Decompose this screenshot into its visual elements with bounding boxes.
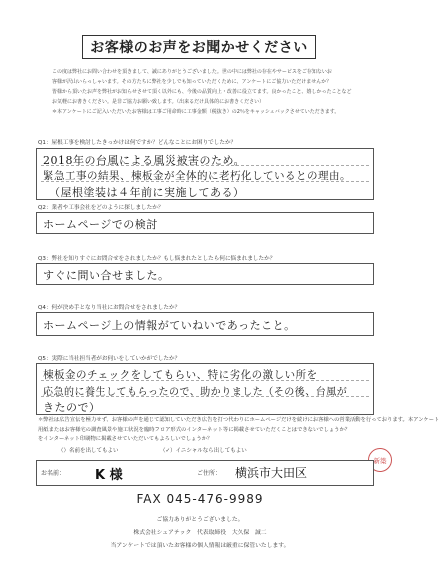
fax-number: FAX 045-476-9989 — [136, 492, 264, 506]
privacy-line: 当アンケートでは頂いたお客様の個人情報は厳重に保管いたします。 — [110, 543, 290, 549]
intro-line: お気軽にお書きください。是非ご協力お願い致します。（出来るだけ具体的にお書きください） — [52, 99, 265, 105]
consent-option-name-label: ）名前を出してもよい — [63, 448, 119, 454]
q4-answer-line: ホームページ上の情報がていねいであったこと。 — [43, 319, 296, 332]
q1-answer-box — [36, 148, 374, 200]
intro-line: ＊本アンケートにご記入いただいたお客様は工事ご用命時に工事金額（税抜き）の2％をキャッシュバックさせていただきます。 — [52, 109, 340, 115]
company-line: 株式会社シェアテック 代表取締役 大久保 誠二 — [133, 530, 267, 536]
q5-answer-line: 棟板金のチェックをしてもらい、特に劣化の激しい所を — [43, 369, 318, 381]
intro-line: 客様が沢山いらっしゃいます。その方たちに弊社を少しでも知っていただくために、アンケートにご協力いただけませんか？ — [52, 79, 332, 85]
intro-line: この度は弊社にお問い合わせを頂きまして、誠にありがとうございました。世の中には弊社の存在やサービスをご存知ないお — [52, 69, 332, 75]
q4-answer-box — [36, 312, 374, 336]
q4-label: Q4：何が決め手となり当社にお問合せをされましたか？ — [38, 305, 181, 311]
consent-note — [38, 416, 439, 445]
q5-answer-line: きたので） — [43, 401, 101, 414]
q5-answer-box — [36, 363, 374, 415]
page-title: お客様のお声をお聞かせください — [82, 35, 316, 59]
q5-answer-line: 応急的に養生してもらったので、助かりました（その後、台風が — [43, 387, 348, 398]
address-value: 横浜市大田区 — [235, 466, 308, 480]
q1-answer-line: （屋根塗装は４年前に実施してある） — [49, 186, 245, 199]
thanks-text: ご協力ありがとうございました。 — [156, 517, 244, 523]
address-label: ご住所： — [197, 470, 222, 477]
q1-answer-line: 緊急工事の結果、棟板金が全体的に老朽化しているとの理由。 — [43, 170, 351, 182]
name-label: お名前： — [41, 470, 66, 477]
q2-label: Q2：業者や工事会社をどのように探しましたか？ — [38, 205, 164, 211]
paren-open: （ — [58, 448, 64, 454]
consent-note-line: 用紙またはお客様宅の調査風景や施工状況を臨時フロア形式のインターネット等に掲載させていただくことはできないでしょうか？ — [38, 426, 351, 433]
intro-line: 皆様から頂いたお声を弊社がお知らせさせて頂く以外にも、今後の品質向上・改善に役立てます。良かったこと、嬉しかったことなど — [52, 89, 352, 95]
stamp-text: 新築 — [373, 456, 387, 465]
consent-note-line: ＊弊社は広告宣伝を極力せず、お客様の声を通じて認知していただき広告を打つ代わりにホームページだけを続けにお客様への営業活動を行っております。本アンケート — [38, 417, 439, 423]
name-value: K 様 — [95, 468, 123, 483]
q2-answer-line: ホームページでの検討 — [43, 218, 158, 231]
q3-answer-line: すぐに問い合せました。 — [43, 269, 170, 282]
name-address-box — [36, 460, 374, 486]
q2-answer-box — [36, 212, 374, 234]
intro-text — [52, 67, 372, 117]
consent-note-line: をインターネット印刷物に掲載させていただいてもよろしいでしょうか？ — [38, 436, 213, 442]
q1-label: Q1：屋根工事を検討したきっかけは何ですか？どんなことにお困りでしたか？ — [38, 140, 237, 146]
consent-option-initials-label: ✓）イニシャルなら出してもよい — [165, 448, 247, 454]
consent-option-name[interactable] — [58, 446, 119, 454]
q5-label: Q5：実際に当社担当者がお伺いをしていかがでしたか？ — [38, 356, 181, 362]
q3-answer-box — [36, 263, 374, 285]
q1-answer-line: 2018年の台風による風災被害のため。 — [43, 154, 246, 167]
q3-label: Q3：弊社を知りすぐにお問合せをされましたか？もし悩まれたとしたら何に悩まれましたか？ — [38, 256, 276, 262]
consent-option-initials[interactable] — [160, 446, 247, 454]
paren-open: （ — [160, 448, 166, 454]
